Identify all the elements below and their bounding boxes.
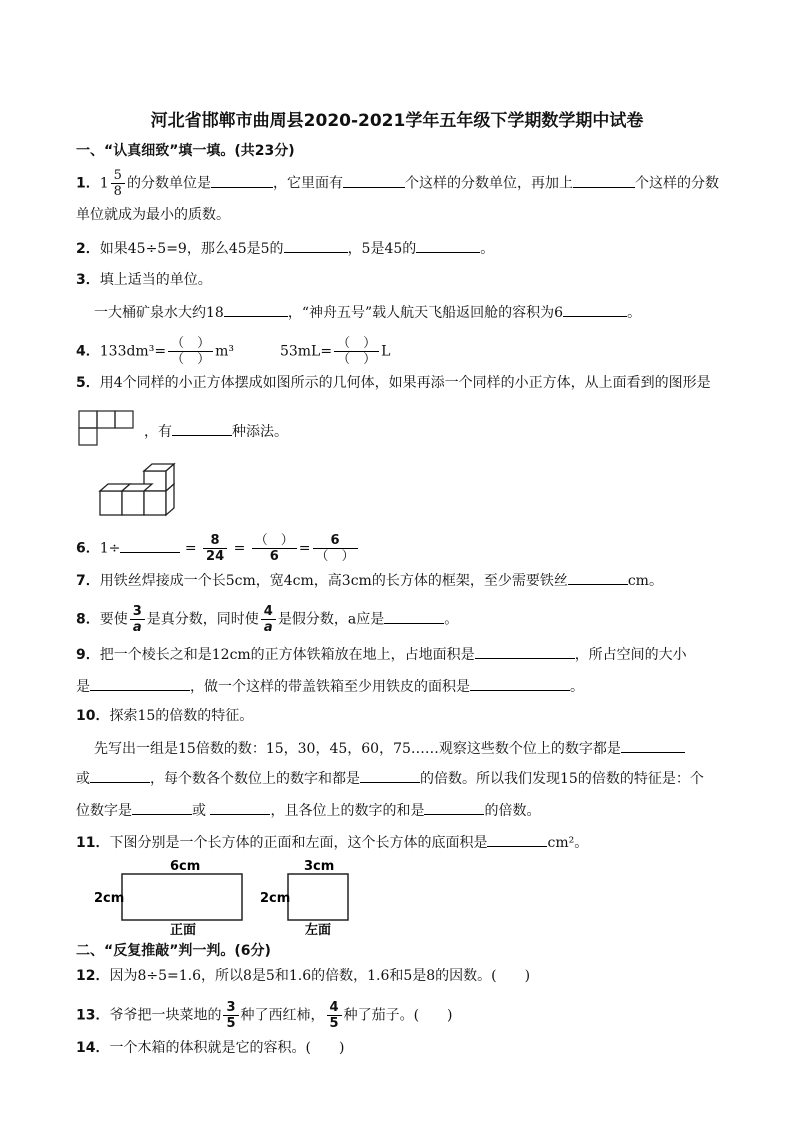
fraction-blank[interactable]: $\frac{( )}{6}$ — [252, 533, 297, 564]
section-2-heading: 二、“反复推敲”判一判。(6分) — [76, 943, 271, 959]
answer-blank[interactable] — [568, 570, 628, 585]
front-width-label: 6cm — [170, 859, 201, 874]
question-3-detail: 一大桶矿泉水大约18 ，“神舟五号”载人航天飞船返回舱的容积为6 。 — [94, 302, 641, 323]
fraction-blank[interactable]: $\frac{( )}{( )}$ — [334, 336, 379, 367]
front-height-label: 2cm — [94, 891, 125, 906]
question-2: 2．如果45÷5=9，那么45是5的 ，5是45的 。 — [76, 238, 494, 259]
question-1-cont: 单位就成为最小的质数。 — [76, 207, 230, 223]
question-10-line4: 位数字是 或 ，且各位上的数字的和是 的倍数。 — [76, 800, 540, 821]
question-12: 12．因为8÷5=1.6，所以8是5和1.6的倍数，1.6和5是8的因数。( ) — [76, 968, 531, 984]
answer-blank[interactable] — [424, 800, 484, 815]
fraction: $\frac{8}{24}$ — [203, 533, 227, 564]
answer-blank[interactable] — [210, 800, 270, 815]
answer-blank[interactable] — [211, 173, 273, 188]
mixed-number-whole: 1 — [99, 175, 109, 192]
question-9-cont: 是 ，做一个这样的带盖铁箱至少用铁皮的面积是 。 — [76, 676, 584, 697]
page-title: 河北省邯郸市曲周县2020-2021学年五年级下学期数学期中试卷 — [150, 111, 644, 131]
section-1-heading: 一、“认真细致”填一填。(共23分) — [76, 143, 295, 159]
question-6: 6．1÷ = $\frac{8}{24}$ = $\frac{( )}{6}$ = $\frac{6}{( )}$ — [76, 533, 360, 564]
question-5-blank: ，有 种添法。 — [144, 421, 288, 442]
question-14: 14．一个木箱的体积就是它的容积。( ) — [76, 1040, 345, 1056]
question-8: 8．要使 $\frac{3}{a}$ 是真分数，同时使 $\frac{4}{a}$ 是假分数，a应是 。 — [76, 604, 459, 635]
question-3: 3．填上适当的单位。 — [76, 272, 212, 288]
answer-blank[interactable] — [621, 738, 685, 753]
answer-blank[interactable] — [360, 768, 420, 783]
answer-blank[interactable] — [487, 832, 547, 847]
question-10-line2: 先写出一组是15倍数的数：15，30，45，60，75……观察这些数个位上的数字都是 — [94, 738, 685, 759]
fraction: $\frac{4}{5}$ — [327, 1000, 342, 1031]
question-1: 1．1 $\frac{5}{8}$ 的分数单位是 ，它里面有 个这样的分数单位，再加上 个这样的分数 — [76, 168, 719, 199]
answer-blank[interactable] — [90, 676, 190, 691]
question-5: 5．用4个同样的小正方体摆成如图所示的几何体，如果再添一个同样的小正方体，从上面看到的图形是 — [76, 375, 711, 391]
question-10: 10．探索15的倍数的特征。 — [76, 708, 254, 724]
left-rectangle — [288, 874, 348, 920]
answer-blank[interactable] — [224, 302, 288, 317]
fraction: $\frac{4}{a}$ — [261, 604, 276, 635]
left-height-label: 2cm — [260, 891, 291, 906]
top-view-figure — [78, 410, 136, 448]
question-4: 4．133dm³= $\frac{( )}{( )}$ m³ 53mL= $\frac{( )}{( )}$ L — [76, 336, 391, 367]
left-width-label: 3cm — [304, 859, 335, 874]
answer-blank[interactable] — [384, 609, 444, 624]
rectangle-views-figure — [94, 856, 358, 936]
cube-stack-figure — [98, 462, 182, 520]
answer-blank[interactable] — [416, 238, 480, 253]
answer-blank[interactable] — [284, 238, 348, 253]
left-view-label: 左面 — [305, 923, 332, 936]
fraction: $\frac{3}{a}$ — [130, 604, 145, 635]
answer-blank[interactable] — [475, 644, 575, 659]
answer-blank[interactable] — [343, 173, 405, 188]
question-11: 11．下图分别是一个长方体的正面和左面，这个长方体的底面积是 cm²。 — [76, 832, 588, 853]
front-view-label: 正面 — [170, 923, 197, 936]
fraction: $\frac{5}{8}$ — [111, 168, 125, 199]
answer-blank[interactable] — [563, 302, 627, 317]
question-9: 9．把一个棱长之和是12cm的正方体铁箱放在地上，占地面积是 ，所占空间的大小 — [76, 644, 687, 665]
fraction-blank[interactable]: $\frac{6}{( )}$ — [313, 533, 358, 564]
fraction-blank[interactable]: $\frac{( )}{( )}$ — [168, 336, 213, 367]
question-7: 7．用铁丝焊接成一个长5cm，宽4cm，高3cm的长方体的框架，至少需要铁丝 cm。 — [76, 570, 663, 591]
answer-blank[interactable] — [470, 676, 570, 691]
answer-blank[interactable] — [172, 421, 232, 436]
question-13: 13．爷爷把一块菜地的 $\frac{3}{5}$ 种了西红柿， $\frac{4}{5}$ 种了茄子。( ) — [76, 1000, 453, 1031]
answer-blank[interactable] — [132, 800, 192, 815]
answer-blank[interactable] — [120, 538, 180, 553]
answer-blank[interactable] — [573, 173, 635, 188]
answer-blank[interactable] — [90, 768, 150, 783]
fraction: $\frac{3}{5}$ — [223, 1000, 238, 1031]
front-rectangle — [122, 874, 242, 920]
question-10-line3: 或 ，每个数各个数位上的数字和都是 的倍数。所以我们发现15的倍数的特征是：个 — [76, 768, 704, 789]
